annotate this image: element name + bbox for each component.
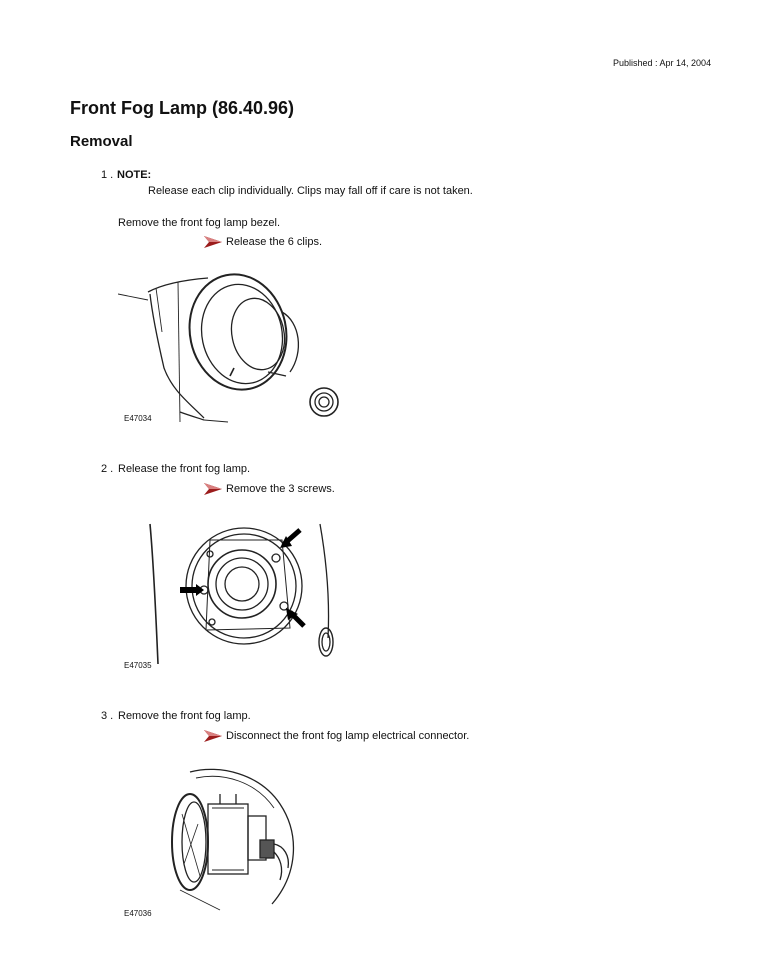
- note-label: NOTE:: [117, 169, 152, 181]
- page-title: Front Fog Lamp (86.40.96): [70, 98, 295, 118]
- figure-code: E47036: [124, 909, 152, 918]
- pointer-arrow-icon: [204, 483, 222, 495]
- sub-instruction: Release the 6 clips.: [226, 236, 322, 248]
- fog-lamp-bezel-illustration: [118, 272, 358, 432]
- fog-lamp-connector-illustration: [160, 764, 320, 914]
- published-date: Published : Apr 14, 2004: [613, 58, 712, 68]
- step-instruction: Remove the front fog lamp bezel.: [118, 217, 281, 229]
- pointer-arrow-icon: [204, 730, 222, 742]
- step-number: 2 .: [101, 463, 114, 475]
- figure-code: E47034: [124, 414, 152, 423]
- sub-instruction: Remove the 3 screws.: [226, 483, 335, 495]
- step-instruction: Remove the front fog lamp.: [118, 710, 251, 722]
- fog-lamp-screws-illustration: [140, 518, 340, 666]
- pointer-arrow-icon: [204, 236, 222, 248]
- step-number: 1 .: [101, 169, 114, 181]
- note-text: Release each clip individually. Clips may fall off if care is not taken.: [148, 185, 473, 197]
- section-heading: Removal: [70, 133, 133, 150]
- sub-instruction: Disconnect the front fog lamp electrical connector.: [226, 730, 470, 742]
- figure-code: E47035: [124, 661, 152, 670]
- step-instruction: Release the front fog lamp.: [118, 463, 251, 475]
- step-number: 3 .: [101, 710, 114, 722]
